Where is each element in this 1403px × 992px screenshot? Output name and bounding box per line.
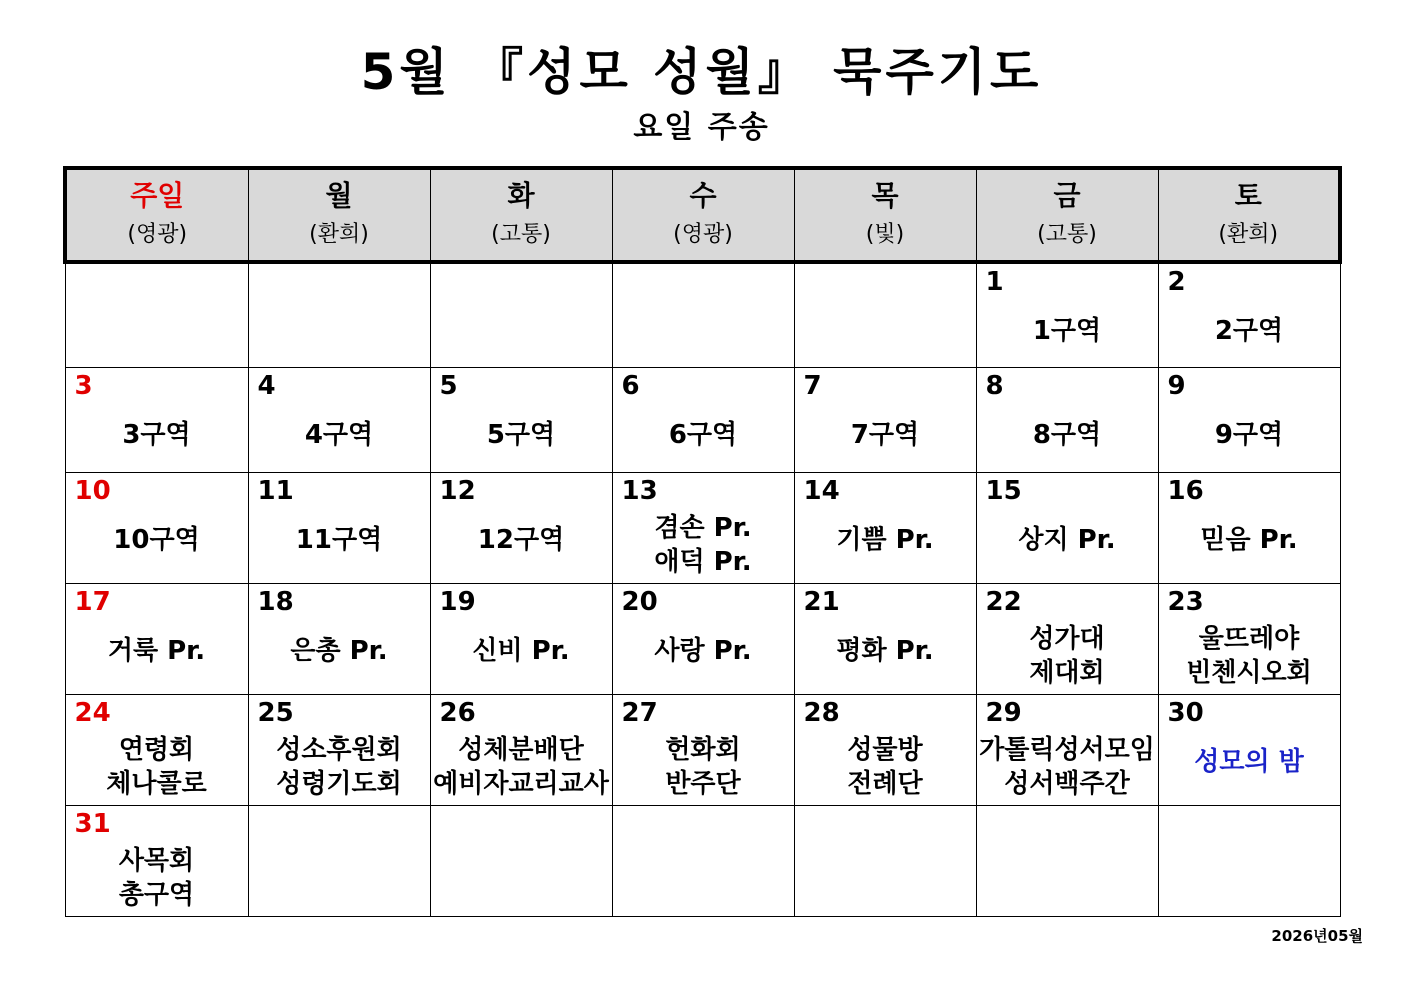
day-cell <box>248 368 430 473</box>
event-list <box>613 511 794 579</box>
calendar-header <box>65 168 1340 262</box>
footer-date: 2026년05월 <box>1271 927 1363 945</box>
event-label: 성체분배단 <box>458 735 584 765</box>
event-list <box>431 523 612 557</box>
date-number: 19 <box>439 587 476 617</box>
event-label: 사목회 <box>118 846 195 876</box>
event-list <box>795 733 976 801</box>
empty-cell <box>65 262 248 368</box>
event-label: 성소후원회 <box>276 735 402 765</box>
event-label: 사랑 Pr. <box>654 636 752 666</box>
weekday-header <box>248 168 430 262</box>
date-number: 1 <box>985 267 1004 297</box>
event-list <box>249 634 430 668</box>
date-number: 25 <box>257 698 294 728</box>
date-number: 28 <box>803 698 840 728</box>
weekday-mystery: (고통) <box>1037 222 1097 247</box>
day-cell <box>976 695 1158 806</box>
date-number: 24 <box>74 698 111 728</box>
date-number: 5 <box>439 371 458 401</box>
page-title: 5월 『성모 성월』 묵주기도 <box>360 43 1043 101</box>
weekday-name: 수 <box>689 179 717 212</box>
event-label: 예비자교리교사 <box>433 769 609 799</box>
event-list <box>1159 418 1340 452</box>
date-number: 12 <box>439 476 476 506</box>
date-number: 9 <box>1167 371 1186 401</box>
date-number: 11 <box>257 476 294 506</box>
event-label: 거룩 Pr. <box>107 636 206 666</box>
weekday-mystery: (영광) <box>127 222 188 247</box>
day-cell <box>1158 695 1340 806</box>
day-cell <box>248 473 430 584</box>
event-list <box>795 418 976 452</box>
event-label: 겸손 Pr. <box>654 513 752 543</box>
event-list <box>1159 523 1340 557</box>
weekday-mystery: (빛) <box>865 222 905 247</box>
event-list <box>249 733 430 801</box>
date-number: 30 <box>1167 698 1204 728</box>
day-cell <box>65 806 248 917</box>
day-cell <box>1158 262 1340 368</box>
date-number: 13 <box>621 476 658 506</box>
event-label: 평화 Pr. <box>836 636 934 666</box>
day-cell <box>65 584 248 695</box>
event-label: 성가대 <box>1029 624 1105 654</box>
date-number: 26 <box>439 698 476 728</box>
calendar-table <box>63 166 1342 917</box>
event-label: 반주단 <box>665 769 741 799</box>
calendar-body <box>65 262 1340 917</box>
event-list <box>66 733 248 801</box>
event-label: 총구역 <box>118 880 195 910</box>
day-cell <box>1158 473 1340 584</box>
event-list <box>249 523 430 557</box>
event-list <box>431 418 612 452</box>
day-cell <box>430 695 612 806</box>
event-list <box>66 844 248 912</box>
event-list <box>795 634 976 668</box>
event-label: 기쁨 Pr. <box>836 525 934 555</box>
date-number: 31 <box>74 809 111 839</box>
weekday-header <box>65 168 248 262</box>
weekday-name: 월 <box>325 179 353 212</box>
day-cell <box>976 262 1158 368</box>
empty-cell <box>794 806 976 917</box>
event-label: 5구역 <box>486 420 556 450</box>
date-number: 27 <box>621 698 658 728</box>
event-list <box>613 634 794 668</box>
empty-cell <box>430 806 612 917</box>
day-cell <box>430 368 612 473</box>
event-label: 성물방 <box>847 735 923 765</box>
weekday-mystery: (영광) <box>673 222 733 247</box>
event-label: 헌화회 <box>665 735 741 765</box>
event-list <box>1159 622 1340 690</box>
empty-cell <box>976 806 1158 917</box>
empty-cell <box>612 262 794 368</box>
week-row <box>65 695 1340 806</box>
weekday-header <box>1158 168 1340 262</box>
event-list <box>1159 314 1340 348</box>
day-cell <box>1158 368 1340 473</box>
day-cell <box>248 695 430 806</box>
day-cell <box>794 473 976 584</box>
weekday-mystery: (환희) <box>309 222 369 247</box>
day-cell <box>976 368 1158 473</box>
date-number: 3 <box>74 371 93 401</box>
event-list <box>977 418 1158 452</box>
event-list <box>795 523 976 557</box>
event-list <box>977 523 1158 557</box>
empty-cell <box>430 262 612 368</box>
day-cell <box>430 473 612 584</box>
event-list <box>613 418 794 452</box>
date-number: 18 <box>257 587 294 617</box>
day-cell <box>612 368 794 473</box>
empty-cell <box>1158 806 1340 917</box>
weekday-header <box>430 168 612 262</box>
event-label: 3구역 <box>122 420 191 450</box>
weekday-header <box>976 168 1158 262</box>
event-label: 4구역 <box>304 420 374 450</box>
empty-cell <box>612 806 794 917</box>
weekday-name: 금 <box>1053 179 1081 212</box>
event-label: 12구역 <box>477 525 565 555</box>
weekday-name: 화 <box>507 179 535 212</box>
week-row <box>65 262 1340 368</box>
date-number: 20 <box>621 587 658 617</box>
event-label: 체나콜로 <box>106 769 207 799</box>
event-list <box>66 418 248 452</box>
event-label: 울뜨레야 <box>1198 624 1300 654</box>
empty-cell <box>248 262 430 368</box>
day-cell <box>612 473 794 584</box>
event-label: 믿음 Pr. <box>1200 525 1298 555</box>
date-number: 22 <box>985 587 1022 617</box>
event-label: 빈첸시오회 <box>1186 658 1312 688</box>
event-label: 7구역 <box>850 420 920 450</box>
event-list <box>66 634 248 668</box>
event-list <box>66 523 248 557</box>
weekday-name: 주일 <box>130 179 185 212</box>
day-cell <box>794 695 976 806</box>
day-cell <box>430 584 612 695</box>
event-label: 10구역 <box>113 525 200 555</box>
page-subtitle: 요일 주송 <box>633 110 770 145</box>
event-label: 가톨릭성서모임 <box>979 735 1155 765</box>
event-label: 성서백주간 <box>1004 769 1130 799</box>
date-number: 6 <box>621 371 640 401</box>
week-row <box>65 473 1340 584</box>
weekday-name: 토 <box>1234 179 1262 212</box>
week-row <box>65 368 1340 473</box>
event-label: 9구역 <box>1214 420 1284 450</box>
day-cell <box>65 473 248 584</box>
date-number: 4 <box>257 371 276 401</box>
weekday-header <box>612 168 794 262</box>
date-number: 8 <box>985 371 1004 401</box>
event-label: 애덕 Pr. <box>654 547 752 577</box>
day-cell <box>976 584 1158 695</box>
empty-cell <box>248 806 430 917</box>
event-list <box>613 733 794 801</box>
event-label: 은총 Pr. <box>290 636 388 666</box>
day-cell <box>794 584 976 695</box>
date-number: 16 <box>1167 476 1204 506</box>
weekday-header <box>794 168 976 262</box>
day-cell <box>612 695 794 806</box>
week-row <box>65 584 1340 695</box>
event-list <box>1159 745 1340 779</box>
event-label: 제대회 <box>1029 658 1105 688</box>
date-number: 17 <box>74 587 111 617</box>
weekday-mystery: (고통) <box>491 222 551 247</box>
date-number: 29 <box>985 698 1022 728</box>
weekday-mystery: (환희) <box>1218 222 1279 247</box>
event-label: 11구역 <box>295 525 383 555</box>
day-cell <box>1158 584 1340 695</box>
date-number: 15 <box>985 476 1022 506</box>
event-list <box>431 733 612 801</box>
event-list <box>977 314 1158 348</box>
day-cell <box>65 695 248 806</box>
date-number: 23 <box>1167 587 1204 617</box>
weekday-name: 목 <box>871 179 899 212</box>
event-label: 1구역 <box>1032 316 1102 346</box>
empty-cell <box>794 262 976 368</box>
date-number: 14 <box>803 476 840 506</box>
event-label: 전례단 <box>847 769 923 799</box>
event-label: 성모의 밤 <box>1194 747 1304 777</box>
event-list <box>977 622 1158 690</box>
event-list <box>249 418 430 452</box>
event-label: 연령회 <box>118 735 195 765</box>
event-label: 2구역 <box>1214 316 1284 346</box>
date-number: 21 <box>803 587 840 617</box>
date-number: 2 <box>1167 267 1186 297</box>
event-label: 6구역 <box>668 420 738 450</box>
day-cell <box>248 584 430 695</box>
day-cell <box>976 473 1158 584</box>
event-list <box>431 634 612 668</box>
date-number: 10 <box>74 476 111 506</box>
day-cell <box>612 584 794 695</box>
event-list <box>977 733 1158 801</box>
event-label: 8구역 <box>1032 420 1102 450</box>
date-number: 7 <box>803 371 822 401</box>
event-label: 성령기도회 <box>276 769 402 799</box>
week-row <box>65 806 1340 917</box>
event-label: 신비 Pr. <box>472 636 570 666</box>
day-cell <box>794 368 976 473</box>
event-label: 상지 Pr. <box>1018 525 1116 555</box>
day-cell <box>65 368 248 473</box>
